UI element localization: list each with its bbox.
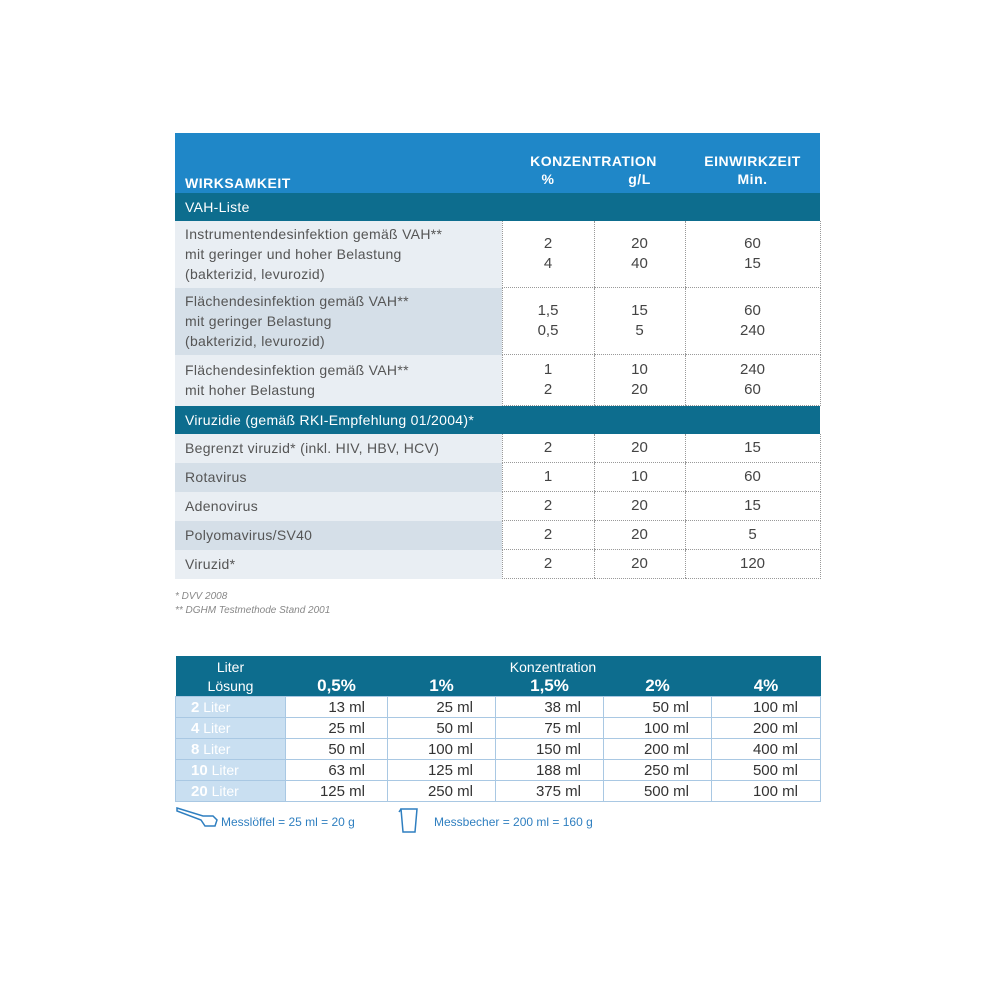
cell-gl: 20 <box>594 550 685 579</box>
desc-line: mit geringer Belastung <box>185 313 332 329</box>
dosage-cell: 250 ml <box>388 781 496 802</box>
header-minutes: Min. <box>685 171 820 193</box>
footnote: ** DGHM Testmethode Stand 2001 <box>175 605 331 616</box>
row-description: Viruzid* <box>175 550 502 579</box>
header-einwirkzeit: EINWIRKZEIT <box>685 133 820 171</box>
header-loesung: Lösung <box>176 675 286 697</box>
cell-gl: 20 <box>594 521 685 550</box>
measuring-spoon-icon <box>175 804 219 830</box>
table-row <box>176 760 821 781</box>
table-row <box>176 697 821 718</box>
cell-gl: 10 <box>594 463 685 492</box>
cell-percent: 2 <box>502 550 594 579</box>
dosage-cell: 500 ml <box>712 760 821 781</box>
table-row <box>176 781 821 802</box>
header-wirksamkeit: WIRKSAMKEIT <box>175 133 502 193</box>
liter-cell: 20 Liter <box>176 781 286 802</box>
cell-percent: 2 <box>502 521 594 550</box>
header-gram-per-liter: g/L <box>594 171 685 193</box>
liter-cell: 2 Liter <box>176 697 286 718</box>
dosage-cell: 75 ml <box>496 718 604 739</box>
dosage-cell: 50 ml <box>604 697 712 718</box>
row-description: Adenovirus <box>175 492 502 521</box>
table-row <box>175 355 820 406</box>
row-description: Rotavirus <box>175 463 502 492</box>
cell-percent: 2 4 <box>502 221 594 288</box>
dosage-cell: 188 ml <box>496 760 604 781</box>
column-header: 1,5% <box>496 675 604 697</box>
column-header: 2% <box>604 675 712 697</box>
dosage-cell: 38 ml <box>496 697 604 718</box>
cell-minutes: 15 <box>685 434 820 463</box>
table-row <box>175 550 820 579</box>
dosage-cell: 150 ml <box>496 739 604 760</box>
dosage-cell: 100 ml <box>712 781 821 802</box>
desc-line: (bakterizid, levurozid) <box>185 266 325 283</box>
cell-gl: 15 5 <box>594 288 685 355</box>
dosage-cell: 25 ml <box>286 718 388 739</box>
cell-percent: 2 <box>502 434 594 463</box>
section-title-vah: VAH-Liste <box>175 193 820 221</box>
section-title-viruzidie: Viruzidie (gemäß RKI-Empfehlung 01/2004)* <box>175 406 820 435</box>
spoon-label: Messlöffel = 25 ml = 20 g <box>221 815 355 829</box>
header-liter: Liter <box>176 656 286 675</box>
table-row <box>175 463 820 492</box>
dosage-cell: 100 ml <box>388 739 496 760</box>
header-konzentration: Konzentration <box>286 656 821 675</box>
cell-minutes: 60 15 <box>685 221 820 288</box>
cell-gl: 20 <box>594 492 685 521</box>
table-row <box>175 434 820 463</box>
table-row <box>176 718 821 739</box>
row-description: Begrenzt viruzid* (inkl. HIV, HBV, HCV) <box>175 434 502 463</box>
row-description <box>175 221 502 288</box>
dosage-cell: 13 ml <box>286 697 388 718</box>
desc-line: mit geringer und hoher Belastung <box>185 246 402 263</box>
cell-percent: 1 2 <box>502 355 594 406</box>
dosage-cell: 50 ml <box>286 739 388 760</box>
desc-line: Instrumentendesinfektion gemäß VAH** <box>185 226 443 243</box>
cell-percent: 1,5 0,5 <box>502 288 594 355</box>
cell-gl: 10 20 <box>594 355 685 406</box>
dosage-cell: 375 ml <box>496 781 604 802</box>
cell-minutes: 240 60 <box>685 355 820 406</box>
column-header: 1% <box>388 675 496 697</box>
dosage-cell: 100 ml <box>712 697 821 718</box>
table-row <box>176 739 821 760</box>
cell-minutes: 60 <box>685 463 820 492</box>
cell-minutes: 5 <box>685 521 820 550</box>
footnotes <box>175 590 330 618</box>
cell-gl: 20 <box>594 434 685 463</box>
dosage-table <box>175 656 821 802</box>
dosage-cell: 200 ml <box>604 739 712 760</box>
row-description <box>175 288 502 355</box>
dosage-cell: 25 ml <box>388 697 496 718</box>
desc-line: Flächendesinfektion gemäß VAH** <box>185 362 409 378</box>
liter-cell: 10 Liter <box>176 760 286 781</box>
dosage-cell: 250 ml <box>604 760 712 781</box>
cell-percent: 2 <box>502 492 594 521</box>
dosage-cell: 125 ml <box>388 760 496 781</box>
table-row <box>175 288 820 355</box>
table-row <box>175 221 820 288</box>
dosage-cell: 500 ml <box>604 781 712 802</box>
header-konzentration: KONZENTRATION <box>502 133 685 171</box>
row-description <box>175 355 502 406</box>
desc-line: (bakterizid, levurozid) <box>185 333 325 349</box>
column-header: 4% <box>712 675 821 697</box>
cell-minutes: 120 <box>685 550 820 579</box>
cell-percent: 1 <box>502 463 594 492</box>
cup-label: Messbecher = 200 ml = 160 g <box>434 815 593 829</box>
dosage-cell: 100 ml <box>604 718 712 739</box>
measuring-cup-icon <box>398 806 420 834</box>
table-row <box>175 521 820 550</box>
dosage-cell: 200 ml <box>712 718 821 739</box>
cell-minutes: 15 <box>685 492 820 521</box>
liter-cell: 8 Liter <box>176 739 286 760</box>
dosage-cell: 400 ml <box>712 739 821 760</box>
desc-line: Flächendesinfektion gemäß VAH** <box>185 293 409 309</box>
cell-minutes: 60 240 <box>685 288 820 355</box>
liter-cell: 4 Liter <box>176 718 286 739</box>
row-description: Polyomavirus/SV40 <box>175 521 502 550</box>
dosage-cell: 50 ml <box>388 718 496 739</box>
dosage-cell: 125 ml <box>286 781 388 802</box>
table-row <box>175 492 820 521</box>
desc-line: mit hoher Belastung <box>185 382 316 398</box>
cell-gl: 20 40 <box>594 221 685 288</box>
header-percent: % <box>502 171 594 193</box>
column-header: 0,5% <box>286 675 388 697</box>
measure-legend <box>175 804 820 838</box>
footnote: * DVV 2008 <box>175 591 228 602</box>
efficacy-table <box>175 133 821 579</box>
dosage-cell: 63 ml <box>286 760 388 781</box>
